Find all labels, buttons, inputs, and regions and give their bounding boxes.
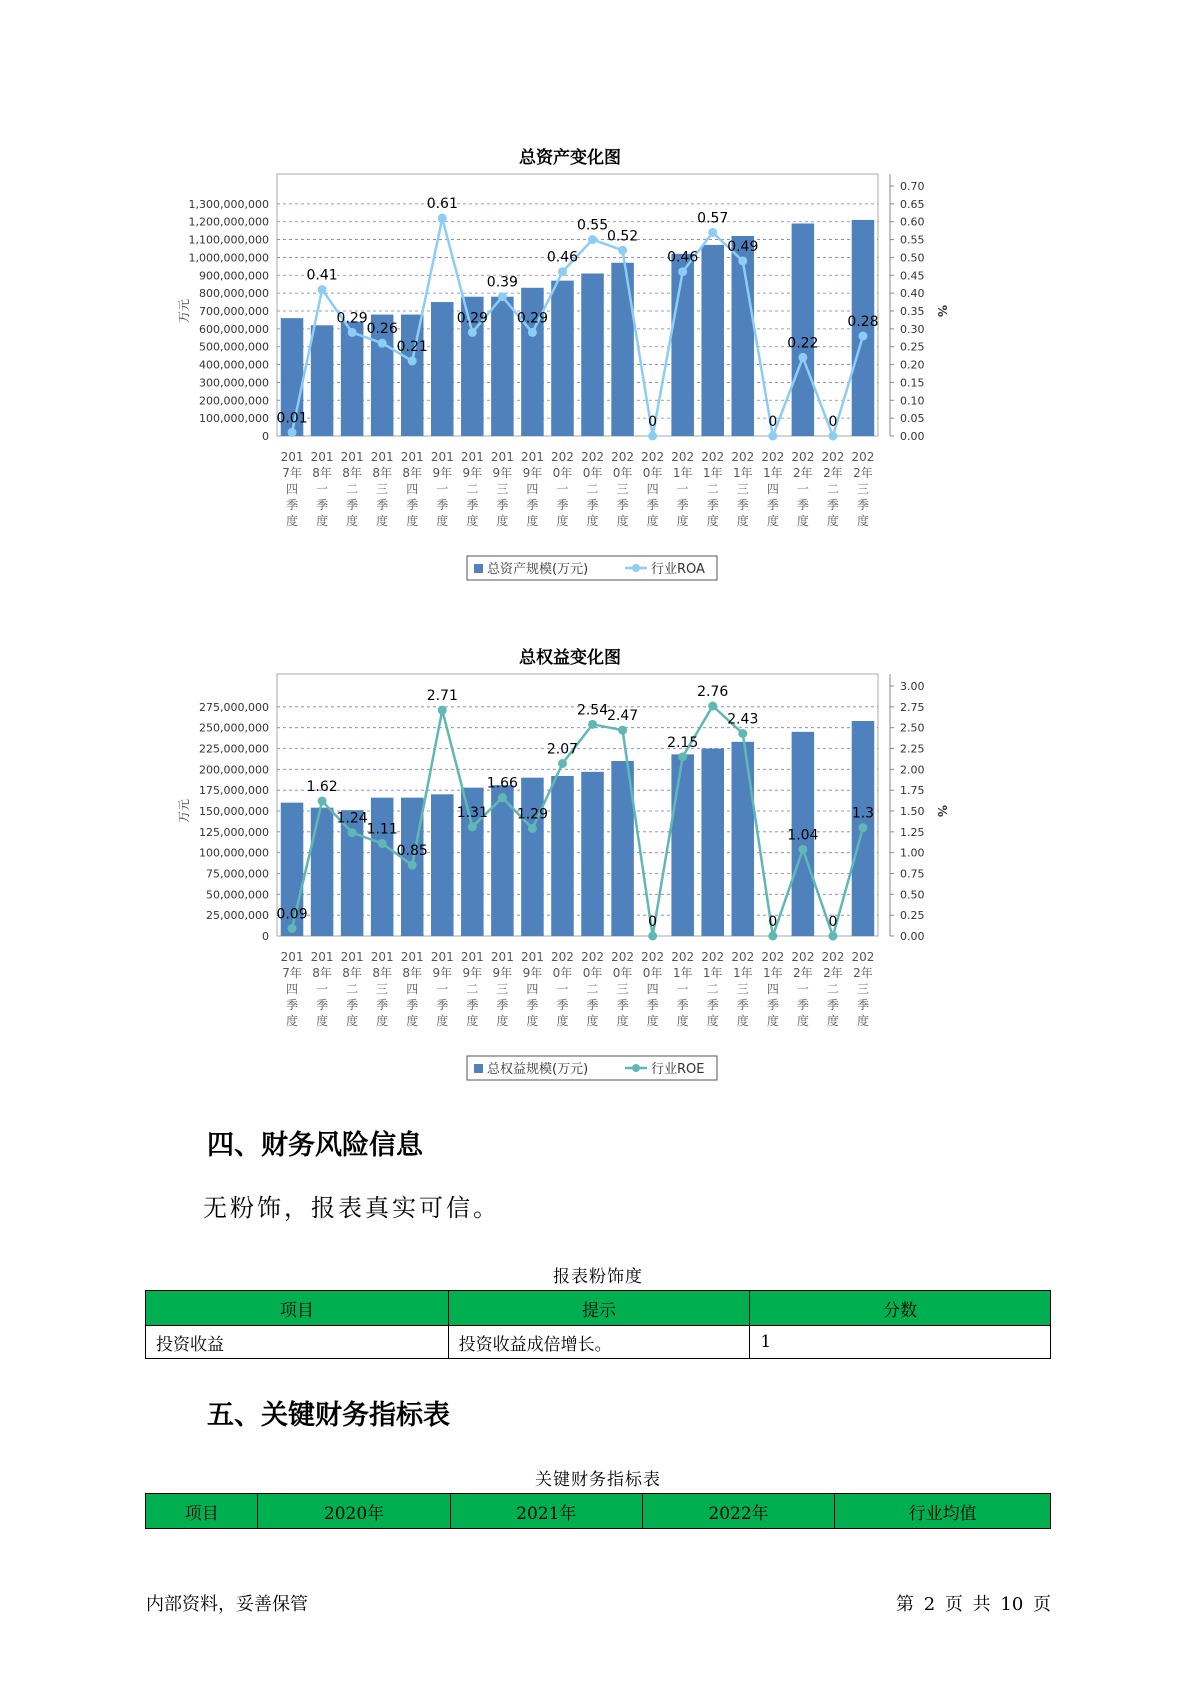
data-label: 1.11 <box>366 821 398 838</box>
line-point <box>498 292 507 301</box>
left-tick-label: 100,000,000 <box>199 412 269 426</box>
bar <box>491 785 514 936</box>
category-tick-label: 202 2年一季度 <box>791 450 815 528</box>
right-tick-label: 3.00 <box>900 680 925 693</box>
bar <box>701 749 724 937</box>
line-point <box>648 432 657 441</box>
left-tick-label: 0 <box>262 930 269 943</box>
category-tick-label: 202 0年四季度 <box>641 450 665 528</box>
legend-line-label: 行业ROA <box>651 562 705 577</box>
right-tick-label: 0.50 <box>900 251 925 265</box>
bar <box>311 808 334 936</box>
table-header-cell: 分数 <box>750 1291 1051 1326</box>
table-header-cell: 行业均值 <box>835 1494 1051 1529</box>
legend-bar-label: 总权益规模(万元) <box>487 1062 589 1077</box>
table-cell: 投资收益成倍增长。 <box>448 1326 750 1359</box>
category-tick-label: 202 2年三季度 <box>851 450 875 528</box>
line-point <box>288 428 297 437</box>
category-tick-label: 202 2年一季度 <box>791 950 815 1028</box>
category-tick-label: 202 1年二季度 <box>701 450 725 528</box>
bar <box>581 274 604 437</box>
left-tick-label: 700,000,000 <box>199 305 269 318</box>
line-point <box>528 328 537 337</box>
data-label: 1.29 <box>516 806 549 823</box>
left-tick-label: 900,000,000 <box>199 269 269 283</box>
category-tick-label: 201 8年二季度 <box>340 950 364 1028</box>
data-label: 1.62 <box>306 779 338 795</box>
table-cell: 1 <box>750 1326 1051 1359</box>
category-tick-label: 202 0年四季度 <box>641 950 665 1028</box>
data-label: 1.31 <box>456 804 488 821</box>
category-tick-label: 201 9年一季度 <box>430 950 454 1028</box>
line-point <box>528 824 537 833</box>
right-axis-label: % <box>935 804 949 818</box>
table-header-cell: 提示 <box>448 1291 750 1326</box>
bar <box>792 224 815 437</box>
left-tick-label: 0 <box>262 430 269 443</box>
line-point <box>738 257 747 266</box>
left-tick-label: 75,000,000 <box>206 867 269 881</box>
line-point <box>318 797 327 806</box>
line-point <box>318 285 327 294</box>
category-tick-label: 202 0年二季度 <box>581 950 604 1028</box>
table-header-cell: 项目 <box>146 1291 449 1326</box>
line-point <box>618 726 627 735</box>
line-point <box>438 214 447 223</box>
line-point <box>678 752 687 761</box>
left-tick-label: 400,000,000 <box>199 358 269 372</box>
data-label: 0.39 <box>486 274 518 291</box>
left-tick-label: 200,000,000 <box>199 394 269 408</box>
bar <box>401 315 424 436</box>
table-header-row <box>146 1291 1051 1326</box>
line-point <box>618 246 627 255</box>
chart-title: 总资产变化图 <box>519 148 621 168</box>
legend-bar-swatch <box>474 1064 483 1073</box>
data-label: 0.61 <box>426 196 458 213</box>
data-label: 2.47 <box>606 708 639 725</box>
risk-paragraph: 无粉饰，报表真实可信。 <box>203 1194 500 1222</box>
right-tick-label: 2.00 <box>900 763 925 777</box>
data-label: 0.21 <box>396 339 428 355</box>
line-point <box>858 823 867 832</box>
category-tick-label: 202 0年一季度 <box>551 450 574 528</box>
category-tick-label: 202 0年一季度 <box>551 950 574 1028</box>
bar <box>611 263 634 436</box>
table-cell: 投资收益 <box>146 1326 449 1359</box>
bar <box>671 254 694 436</box>
right-tick-label: 0.15 <box>900 376 925 390</box>
category-tick-label: 202 1年三季度 <box>731 950 755 1028</box>
right-tick-label: 0.35 <box>900 305 925 318</box>
legend-line-marker <box>632 564 640 572</box>
bar <box>491 297 514 436</box>
data-label: 0 <box>768 414 778 430</box>
right-tick-label: 0.40 <box>900 287 925 301</box>
right-tick-label: 0.50 <box>900 888 925 902</box>
right-tick-label: 0.60 <box>900 215 925 229</box>
category-tick-label: 201 7年四季度 <box>280 950 304 1028</box>
line-point <box>558 759 567 768</box>
right-tick-label: 1.75 <box>900 784 925 798</box>
left-tick-label: 50,000,000 <box>206 888 269 902</box>
left-axis-label: 万元 <box>177 298 191 324</box>
line-point <box>708 228 717 237</box>
data-label: 1.66 <box>486 775 518 792</box>
category-tick-label: 201 8年三季度 <box>370 950 394 1028</box>
category-tick-label: 202 1年三季度 <box>731 450 755 528</box>
data-label: 2.54 <box>576 702 609 719</box>
left-tick-label: 175,000,000 <box>199 784 269 798</box>
line-point <box>288 924 297 933</box>
right-tick-label: 0.05 <box>900 412 925 426</box>
right-tick-label: 0.45 <box>900 269 925 283</box>
data-label: 0 <box>648 414 658 430</box>
table-header-cell: 2021年 <box>450 1494 642 1529</box>
category-tick-label: 201 9年四季度 <box>520 450 544 528</box>
section-heading-financial-risk: 四、财务风险信息 <box>207 1130 423 1161</box>
data-label: 0.46 <box>667 249 699 266</box>
line-point <box>858 332 867 341</box>
data-label: 1.04 <box>787 827 819 844</box>
category-tick-label: 202 1年一季度 <box>671 450 695 528</box>
left-tick-label: 125,000,000 <box>199 825 269 839</box>
legend-line-marker <box>632 1064 640 1072</box>
category-tick-label: 202 1年一季度 <box>671 950 695 1028</box>
data-label: 0.22 <box>787 335 819 352</box>
line-point <box>828 432 837 441</box>
line-point <box>678 267 687 276</box>
bar <box>551 281 574 436</box>
chart-title: 总权益变化图 <box>519 648 621 668</box>
right-axis-label: % <box>935 304 949 318</box>
category-tick-label: 201 8年二季度 <box>340 450 364 528</box>
line-point <box>408 861 417 870</box>
category-tick-label: 202 0年三季度 <box>611 950 635 1028</box>
right-tick-label: 2.25 <box>900 742 925 756</box>
left-tick-label: 600,000,000 <box>199 322 269 336</box>
category-tick-label: 202 2年二季度 <box>821 450 845 528</box>
bar <box>521 778 544 936</box>
line-point <box>348 328 357 337</box>
data-label: 0 <box>828 914 838 930</box>
left-tick-label: 275,000,000 <box>199 700 269 714</box>
footer-page-number: 第 2 页 共 10 页 <box>896 1594 1051 1615</box>
line-point <box>468 822 477 831</box>
data-label: 0 <box>648 914 658 930</box>
left-tick-label: 25,000,000 <box>206 909 269 923</box>
category-tick-label: 201 8年一季度 <box>310 450 334 528</box>
key-indicators-table <box>145 1493 1051 1529</box>
right-tick-label: 0.65 <box>900 197 925 211</box>
left-tick-label: 200,000,000 <box>199 763 269 777</box>
category-tick-label: 202 2年三季度 <box>851 950 875 1028</box>
data-label: 0.46 <box>546 249 579 266</box>
bar <box>341 322 364 436</box>
line-point <box>828 932 837 941</box>
left-axis-label: 万元 <box>177 798 191 824</box>
table-header-cell: 2022年 <box>642 1494 834 1529</box>
table-caption: 报表粉饰度 <box>553 1267 643 1287</box>
line-point <box>348 828 357 837</box>
line-point <box>378 839 387 848</box>
line-point <box>468 328 477 337</box>
right-tick-label: 0.30 <box>900 322 925 336</box>
line-point <box>798 353 807 362</box>
data-label: 0.85 <box>396 843 428 860</box>
category-tick-label: 202 1年二季度 <box>701 950 725 1028</box>
data-label: 0.01 <box>276 410 308 427</box>
right-tick-label: 0.00 <box>900 430 925 443</box>
total-equity-chart-svg <box>170 640 970 1090</box>
data-label: 0.29 <box>516 310 549 327</box>
right-tick-label: 0.70 <box>900 180 925 193</box>
right-tick-label: 1.25 <box>900 825 925 839</box>
total-assets-chart <box>170 140 970 590</box>
category-tick-label: 201 9年二季度 <box>460 450 484 528</box>
bar <box>311 325 334 436</box>
data-label: 2.76 <box>697 684 729 700</box>
right-tick-label: 1.50 <box>900 805 925 818</box>
data-label: 0.29 <box>456 310 488 327</box>
line-point <box>588 235 597 244</box>
left-tick-label: 150,000,000 <box>199 805 269 818</box>
left-tick-label: 1,000,000,000 <box>188 251 269 265</box>
line-point <box>588 720 597 729</box>
bar <box>551 776 574 936</box>
category-tick-label: 201 9年三季度 <box>490 950 514 1028</box>
data-label: 0.57 <box>697 210 729 227</box>
data-label: 0.52 <box>606 228 639 245</box>
left-tick-label: 1,300,000,000 <box>188 197 269 211</box>
bar <box>671 754 694 936</box>
right-tick-label: 0.55 <box>900 233 925 247</box>
right-tick-label: 0.20 <box>900 358 925 372</box>
line-point <box>798 845 807 854</box>
table-row <box>146 1326 1051 1359</box>
left-tick-label: 500,000,000 <box>199 340 269 354</box>
category-tick-label: 201 9年三季度 <box>490 450 514 528</box>
table-header-row <box>146 1494 1051 1529</box>
total-equity-chart <box>170 640 970 1090</box>
bar <box>371 798 394 936</box>
table-header-cell: 2020年 <box>258 1494 450 1529</box>
left-tick-label: 100,000,000 <box>199 846 269 860</box>
line-point <box>648 932 657 941</box>
line-point <box>708 702 717 711</box>
left-tick-label: 800,000,000 <box>199 287 269 301</box>
bar <box>431 794 454 936</box>
data-label: 0.26 <box>366 321 398 338</box>
right-tick-label: 0.10 <box>900 394 925 408</box>
right-tick-label: 0.75 <box>900 867 925 881</box>
line-point <box>378 339 387 348</box>
line-point <box>558 267 567 276</box>
left-tick-label: 300,000,000 <box>199 376 269 390</box>
data-label: 2.07 <box>546 741 579 758</box>
legend-bar-swatch <box>474 564 483 573</box>
line-point <box>768 932 777 941</box>
left-tick-label: 225,000,000 <box>199 742 269 756</box>
bar <box>701 245 724 436</box>
data-label: 0.41 <box>306 267 338 284</box>
category-tick-label: 202 0年二季度 <box>581 450 604 528</box>
right-tick-label: 1.00 <box>900 846 925 860</box>
category-tick-label: 201 9年四季度 <box>520 950 544 1028</box>
category-tick-label: 201 8年四季度 <box>400 450 424 528</box>
data-label: 0 <box>828 414 838 430</box>
table-header-cell: 项目 <box>146 1494 258 1529</box>
legend-line-label: 行业ROE <box>651 1062 705 1077</box>
data-label: 2.71 <box>426 688 458 705</box>
category-tick-label: 201 8年四季度 <box>400 950 424 1028</box>
legend-bar-label: 总资产规模(万元) <box>487 562 589 577</box>
section-heading-key-indicators: 五、关键财务指标表 <box>207 1400 450 1431</box>
category-tick-label: 202 2年二季度 <box>821 950 845 1028</box>
left-tick-label: 1,200,000,000 <box>188 215 269 229</box>
bar <box>581 772 604 936</box>
right-tick-label: 0.25 <box>900 909 925 923</box>
category-tick-label: 201 8年一季度 <box>310 950 334 1028</box>
data-label: 2.43 <box>727 711 759 728</box>
whitewash-table <box>145 1290 1051 1359</box>
right-tick-label: 2.50 <box>900 721 925 735</box>
data-label: 1.3 <box>851 805 875 822</box>
data-label: 0.28 <box>847 314 879 330</box>
data-label: 2.15 <box>667 734 699 751</box>
left-tick-label: 250,000,000 <box>199 721 269 735</box>
right-tick-label: 0.25 <box>900 340 925 354</box>
data-label: 0 <box>768 914 778 930</box>
bar <box>732 742 755 936</box>
category-tick-label: 202 0年三季度 <box>611 450 635 528</box>
line-point <box>408 357 417 366</box>
data-label: 0.09 <box>276 906 308 923</box>
data-label: 0.55 <box>576 217 609 234</box>
category-tick-label: 201 9年二季度 <box>460 950 484 1028</box>
total-assets-chart-svg <box>170 140 970 590</box>
line-point <box>438 706 447 715</box>
left-tick-label: 1,100,000,000 <box>188 233 269 247</box>
data-label: 0.49 <box>727 239 759 255</box>
category-tick-label: 202 1年四季度 <box>761 450 785 528</box>
right-tick-label: 0.00 <box>900 930 925 943</box>
data-label: 1.24 <box>336 810 368 827</box>
category-tick-label: 201 7年四季度 <box>280 450 304 528</box>
footer-confidential-note: 内部资料，妥善保管 <box>146 1594 308 1615</box>
category-tick-label: 201 8年三季度 <box>370 450 394 528</box>
data-label: 0.29 <box>336 310 368 327</box>
category-tick-label: 201 9年一季度 <box>430 450 454 528</box>
line-point <box>738 729 747 738</box>
right-tick-label: 2.75 <box>900 700 925 714</box>
category-tick-label: 202 1年四季度 <box>761 950 785 1028</box>
table-caption: 关键财务指标表 <box>535 1470 661 1490</box>
bar <box>431 302 454 436</box>
line-point <box>768 432 777 441</box>
line-point <box>498 793 507 802</box>
